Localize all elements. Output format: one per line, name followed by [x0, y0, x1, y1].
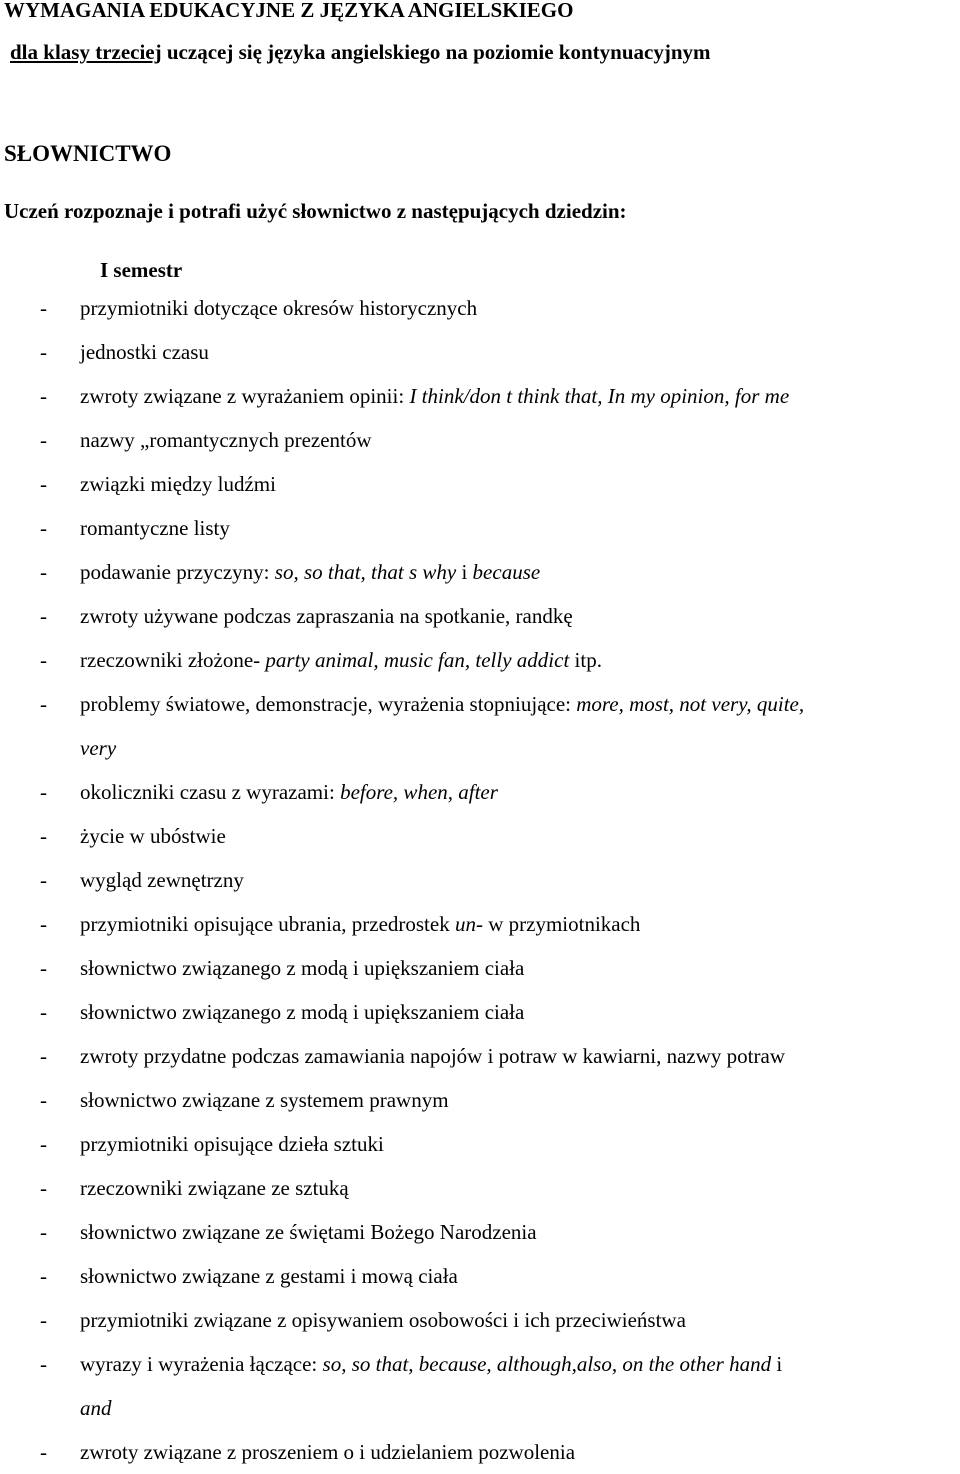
list-item-example-text: party animal, music fan, telly addict — [265, 648, 570, 672]
list-bullet-dash: - — [40, 868, 47, 892]
list-item-plain-text: zwroty związane z wyrażaniem opinii: — [80, 384, 410, 408]
list-item-plain-text: romantyczne listy — [80, 516, 230, 540]
subtitle-rest-text: uczącej się języka angielskiego na poziomie kontynuacyjnym — [161, 40, 711, 64]
list-item-text — [80, 550, 960, 594]
list-item — [0, 1298, 960, 1342]
list-item-text — [80, 418, 960, 462]
list-item-text — [80, 1166, 960, 1210]
list-item — [0, 902, 960, 946]
list-item-plain-text: słownictwo związane z systemem prawnym — [80, 1088, 449, 1112]
list-item — [0, 1430, 960, 1474]
list-item-text — [80, 1430, 960, 1474]
list-item-example-text: so, so that, because, although,also, on the other hand — [322, 1352, 772, 1376]
list-item — [0, 506, 960, 550]
list-bullet-dash: - — [40, 1088, 47, 1112]
list-item — [0, 462, 960, 506]
list-item — [0, 814, 960, 858]
list-item — [0, 1254, 960, 1298]
list-item — [0, 770, 960, 814]
list-item — [0, 330, 960, 374]
list-bullet-dash: - — [40, 824, 47, 848]
list-item — [0, 286, 960, 330]
list-item-plain-text: wyrazy i wyrażenia łączące: — [80, 1352, 323, 1376]
list-item-plain-text: przymiotniki dotyczące okresów historycznych — [80, 296, 478, 320]
list-item-example-text: more, most, not very, quite, — [576, 692, 805, 716]
list-item — [0, 1166, 960, 1210]
list-bullet-dash: - — [40, 472, 47, 496]
list-item-text — [80, 814, 960, 858]
list-item-plain-text: okoliczniki czasu z wyrazami: — [80, 780, 341, 804]
list-item-text — [80, 506, 960, 550]
list-bullet-dash: - — [40, 912, 47, 936]
list-item-text — [80, 1034, 960, 1078]
list-item-text — [80, 330, 960, 374]
list-bullet-dash: - — [40, 1220, 47, 1244]
list-item — [0, 1078, 960, 1122]
list-item-plain-text: słownictwo związanego z modą i upiększaniem ciała — [80, 1000, 525, 1024]
list-bullet-dash: - — [40, 1176, 47, 1200]
list-item-example-text: un- — [454, 912, 483, 936]
list-item — [0, 682, 960, 770]
list-item-text — [80, 374, 960, 418]
list-bullet-dash: - — [40, 1264, 47, 1288]
section-heading: SŁOWNICTWO — [4, 141, 172, 166]
list-item-plain-text: wygląd zewnętrzny — [80, 868, 244, 892]
list-item-continuation-text: and — [80, 1396, 112, 1420]
list-bullet-dash: - — [40, 1132, 47, 1156]
list-item-plain-text: rzeczowniki złożone- — [80, 648, 266, 672]
list-item-text — [80, 1342, 960, 1386]
list-item — [0, 550, 960, 594]
list-item — [0, 990, 960, 1034]
list-item-text — [80, 990, 960, 1034]
list-bullet-dash: - — [40, 296, 47, 320]
list-item — [0, 594, 960, 638]
list-bullet-dash: - — [40, 1044, 47, 1068]
list-item-plain-text: nazwy „romantycznych prezentów — [80, 428, 372, 452]
list-item-text — [80, 1078, 960, 1122]
list-item-text — [80, 286, 960, 330]
list-item — [0, 1210, 960, 1254]
list-bullet-dash: - — [40, 1352, 47, 1376]
list-item-plain-text: słownictwo związane ze świętami Bożego Narodzenia — [80, 1220, 537, 1244]
document-title: WYMAGANIA EDUKACYJNE Z JĘZYKA ANGIELSKIEGO — [4, 0, 574, 22]
list-item-text — [80, 1254, 960, 1298]
list-item-plain-text: przymiotniki związane z opisywaniem osobowości i ich przeciwieństwa — [80, 1308, 686, 1332]
list-item-text — [80, 1298, 960, 1342]
list-item-text — [80, 770, 960, 814]
list-item — [0, 638, 960, 682]
list-item-plain-text: rzeczowniki związane ze sztuką — [80, 1176, 349, 1200]
list-item-plain-text: jednostki czasu — [80, 340, 209, 364]
list-item-plain-text: zwroty używane podczas zapraszania na spotkanie, randkę — [80, 604, 573, 628]
list-bullet-dash: - — [40, 384, 47, 408]
list-bullet-dash: - — [40, 648, 47, 672]
list-bullet-dash: - — [40, 780, 47, 804]
list-item-plain-text: słownictwo związane z gestami i mową ciała — [80, 1264, 458, 1288]
list-bullet-dash: - — [40, 560, 47, 584]
list-item-plain-text: zwroty przydatne podczas zamawiania napojów i potraw w kawiarni, nazwy potraw — [80, 1044, 785, 1068]
list-item-plain-text: związki między ludźmi — [80, 472, 276, 496]
list-item-plain-text: itp. — [569, 648, 602, 672]
list-item — [0, 1342, 960, 1430]
list-bullet-dash: - — [40, 692, 47, 716]
list-item-plain-text: zwroty związane z proszeniem o i udzielaniem pozwolenia — [80, 1440, 576, 1464]
list-item-example-text: because — [472, 560, 541, 584]
list-item-text — [80, 1210, 960, 1254]
list-bullet-dash: - — [40, 1308, 47, 1332]
list-item-text — [80, 594, 960, 638]
document-subtitle — [10, 39, 711, 65]
vocabulary-list — [0, 286, 960, 1474]
list-item-plain-text: podawanie przyczyny: — [80, 560, 275, 584]
list-item — [0, 858, 960, 902]
list-item — [0, 374, 960, 418]
list-item-text — [80, 902, 960, 946]
list-item-plain-text: słownictwo związanego z modą i upiększaniem ciała — [80, 956, 525, 980]
list-item-plain-text: życie w ubóstwie — [80, 824, 226, 848]
list-bullet-dash: - — [40, 340, 47, 364]
list-bullet-dash: - — [40, 1000, 47, 1024]
list-item — [0, 1122, 960, 1166]
list-item-plain-text: przymiotniki opisujące ubrania, przedrostek — [80, 912, 455, 936]
list-item-plain-text: problemy światowe, demonstracje, wyrażenia stopniujące: — [80, 692, 577, 716]
list-bullet-dash: - — [40, 604, 47, 628]
list-bullet-dash: - — [40, 956, 47, 980]
list-bullet-dash: - — [40, 1440, 47, 1464]
list-item-example-text: before, when, after — [340, 780, 498, 804]
list-item-text — [80, 858, 960, 902]
list-item-plain-text: i — [456, 560, 473, 584]
list-item-text — [80, 462, 960, 506]
list-item-text — [80, 682, 960, 726]
list-item — [0, 418, 960, 462]
list-item-example-text: I think/don t think that, In my opinion, for me — [409, 384, 790, 408]
list-bullet-dash: - — [40, 428, 47, 452]
list-bullet-dash: - — [40, 516, 47, 540]
list-item-example-text: so, so that, that s why — [274, 560, 457, 584]
list-item-plain-text: i — [771, 1352, 783, 1376]
list-item-text — [80, 946, 960, 990]
list-item-text — [80, 1122, 960, 1166]
semester-heading: I semestr — [100, 258, 183, 282]
list-item-text — [80, 638, 960, 682]
list-item-plain-text: w przymiotnikach — [482, 912, 641, 936]
list-item — [0, 1034, 960, 1078]
list-item-continuation-text: very — [80, 736, 117, 760]
intro-text: Uczeń rozpoznaje i potrafi użyć słownictwo z następujących dziedzin: — [4, 199, 627, 223]
subtitle-underlined-text: dla klasy trzeciej — [10, 40, 162, 64]
list-item — [0, 946, 960, 990]
list-item-plain-text: przymiotniki opisujące dzieła sztuki — [80, 1132, 384, 1156]
